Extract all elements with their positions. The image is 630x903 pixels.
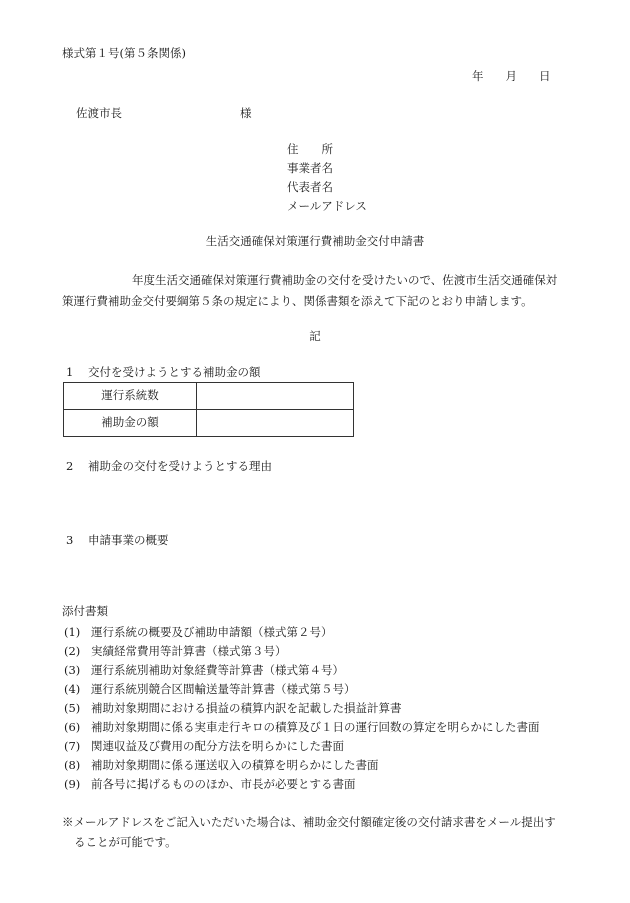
list-item: (9) 前各号に掲げるもののほか、市長が必要とする書面	[64, 777, 356, 791]
table-label-route-count: 運行系統数	[64, 383, 197, 410]
addressee	[76, 106, 252, 120]
table-row	[64, 383, 354, 410]
section-text: 交付を受けようとする補助金の額	[88, 365, 261, 379]
attachments-list	[64, 627, 540, 798]
addressee-honorific: 様	[240, 106, 252, 120]
amount-table	[63, 382, 354, 437]
section-number: 3	[66, 533, 74, 547]
list-item: (7) 関連収益及び費用の配分方法を明らかにした書面	[64, 739, 344, 753]
table-value-route-count[interactable]	[197, 383, 354, 410]
note-line-1: ※メールアドレスをご記入いただいた場合は、補助金交付額確定後の交付請求書をメール提出す	[62, 815, 556, 829]
body-line-2: 策運行費補助金交付要綱第５条の規定により、関係書類を添えて下記のとおり申請します。	[62, 294, 533, 308]
table-label-subsidy-amount: 補助金の額	[64, 410, 197, 437]
applicant-block	[287, 144, 367, 220]
section-2	[66, 461, 272, 473]
date-month: 月	[505, 69, 517, 83]
list-item: (6) 補助対象期間に係る実車走行キロの積算及び１日の運行回数の算定を明らかにした書面	[64, 720, 540, 734]
table-row	[64, 410, 354, 437]
attachments-title: 添付書類	[62, 604, 108, 618]
applicant-email-label: メールアドレス	[287, 199, 367, 213]
applicant-business-name-label: 事業者名	[287, 161, 333, 175]
section-1	[66, 367, 261, 379]
date-day: 日	[539, 69, 551, 83]
list-item: (5) 補助対象期間における損益の積算内訳を記載した損益計算書	[64, 701, 402, 715]
document-title: 生活交通確保対策運行費補助金交付申請書	[205, 234, 425, 248]
list-item: (1) 運行系統の概要及び補助申請額（様式第２号）	[64, 625, 333, 639]
table-value-subsidy-amount[interactable]	[197, 410, 354, 437]
section-text: 申請事業の概要	[88, 533, 169, 547]
section-3	[66, 535, 169, 547]
section-text: 補助金の交付を受けようとする理由	[88, 459, 272, 473]
form-number: 様式第１号(第５条関係)	[62, 46, 186, 60]
addressee-name: 佐渡市長	[76, 106, 122, 120]
section-number: 2	[66, 459, 74, 473]
applicant-representative-label: 代表者名	[287, 180, 333, 194]
note-line-2: ることが可能です。	[74, 835, 177, 849]
list-item: (2) 実績経常費用等計算書（様式第３号）	[64, 644, 287, 658]
ki-heading: 記	[309, 329, 321, 343]
list-item: (8) 補助対象期間に係る運送収入の積算を明らかにした書面	[64, 758, 379, 772]
list-item: (3) 運行系統別補助対象経費等計算書（様式第４号）	[64, 663, 344, 677]
date-line	[472, 71, 551, 83]
email-note	[62, 812, 572, 852]
date-year: 年	[472, 69, 484, 83]
body-paragraph	[62, 270, 582, 312]
applicant-address-label: 住 所	[287, 142, 333, 156]
section-number: 1	[66, 365, 74, 379]
list-item: (4) 運行系統別競合区間輸送量等計算書（様式第５号）	[64, 682, 356, 696]
body-line-1: 年度生活交通確保対策運行費補助金の交付を受けたいので、佐渡市生活交通確保対	[132, 273, 558, 287]
